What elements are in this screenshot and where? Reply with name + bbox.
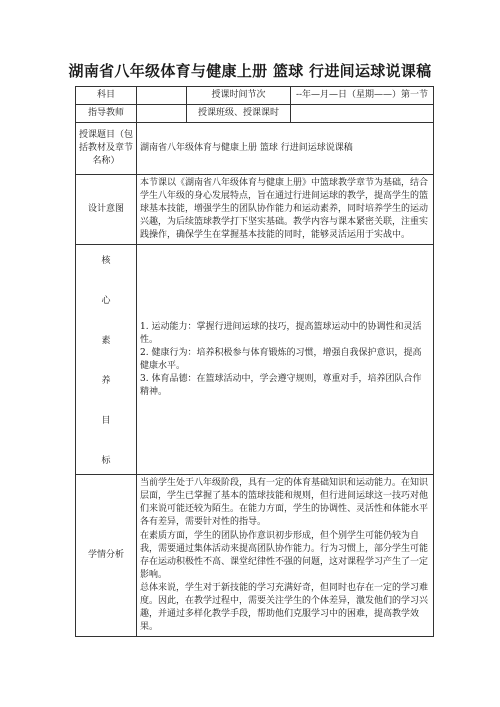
table-row bbox=[76, 105, 434, 123]
core-label-char: 素 bbox=[101, 336, 111, 347]
analysis-value bbox=[137, 475, 434, 637]
design-value: 本节课以《湖南省八年级体育与健康上册》中篮球教学章节为基础，结合学生八年级的身心发展特点，旨在通过行进间运球的教学，提高学生的篮球基本技能，增强学生的团队协作能力和运动素养，同时培养学生的运动兴趣，为后续篮球教学打下坚实基础。教学内容与课本紧密关联，注重实践操作，确保学生在掌握基本技能的同时，能够灵活运用于实战中。 bbox=[137, 175, 434, 245]
core-label-char: 心 bbox=[101, 296, 111, 307]
design-label: 设计意图 bbox=[76, 175, 137, 245]
core-label-char: 标 bbox=[101, 456, 111, 467]
list-item: 1. 运动能力：掌握行进间运球的技巧，提高篮球运动中的协调性和灵活性。 bbox=[140, 321, 422, 345]
class-value bbox=[291, 105, 434, 123]
analysis-paragraph: 当前学生处于八年级阶段，具有一定的体育基础知识和运动能力。在知识层面，学生已掌握了基本的篮球技能和规则，但行进间运球这一技巧对他们来说可能还较为陌生。在能力方面，学生的协调性、灵活性和体能水平各有差异，需要针对性的指导。 bbox=[140, 478, 429, 528]
core-label-char: 目 bbox=[101, 416, 111, 427]
teacher-label: 指导教师 bbox=[76, 105, 137, 123]
core-label-char: 核 bbox=[101, 256, 111, 267]
core-literacy-label bbox=[76, 245, 137, 475]
analysis-label: 学情分析 bbox=[76, 475, 137, 637]
subject-value bbox=[137, 87, 187, 105]
document-title: 湖南省八年级体育与健康上册 篮球 行进间运球说课稿 bbox=[68, 62, 432, 80]
table-row bbox=[76, 123, 434, 175]
list-item: 2. 健康行为：培养积极参与体育锻炼的习惯，增强自我保护意识，提高健康水平。 bbox=[140, 347, 422, 371]
table-row bbox=[76, 475, 434, 637]
analysis-paragraph: 在素质方面，学生的团队协作意识初步形成，但个别学生可能仍较为自我，需要通过集体活动来提高团队协作能力。行为习惯上，部分学生可能存在运动积极性不高、课堂纪律性不强的问题，这对课程学习产生了一定影响。 bbox=[140, 530, 429, 580]
list-item: 3. 体育品德：在篮球活动中，学会遵守规则，尊重对手，培养团队合作精神。 bbox=[140, 373, 422, 397]
class-label: 授课班级、授课课时 bbox=[187, 105, 291, 123]
core-label-char: 养 bbox=[101, 376, 111, 387]
core-literacy-goals bbox=[137, 245, 434, 475]
topic-value: 湖南省八年级体育与健康上册 篮球 行进间运球说课稿 bbox=[137, 123, 434, 175]
table-row bbox=[76, 245, 434, 475]
period-label: 授课时间节次 bbox=[187, 87, 291, 105]
analysis-paragraph: 总体来说，学生对于新技能的学习充满好奇，但同时也存在一定的学习难度。因此，在教学过程中，需要关注学生的个体差异，激发他们的学习兴趣，并通过多样化教学手段，帮助他们克服学习中的困难，提高教学效果。 bbox=[140, 582, 429, 632]
lesson-plan-table bbox=[75, 86, 434, 637]
subject-label: 科目 bbox=[76, 87, 137, 105]
table-row bbox=[76, 175, 434, 245]
topic-label: 授课题目（包括教材及章节名称） bbox=[76, 123, 137, 175]
table-row bbox=[76, 87, 434, 105]
teacher-value bbox=[137, 105, 187, 123]
date-value: --年—月—日（星期——）第一节 bbox=[291, 87, 434, 105]
